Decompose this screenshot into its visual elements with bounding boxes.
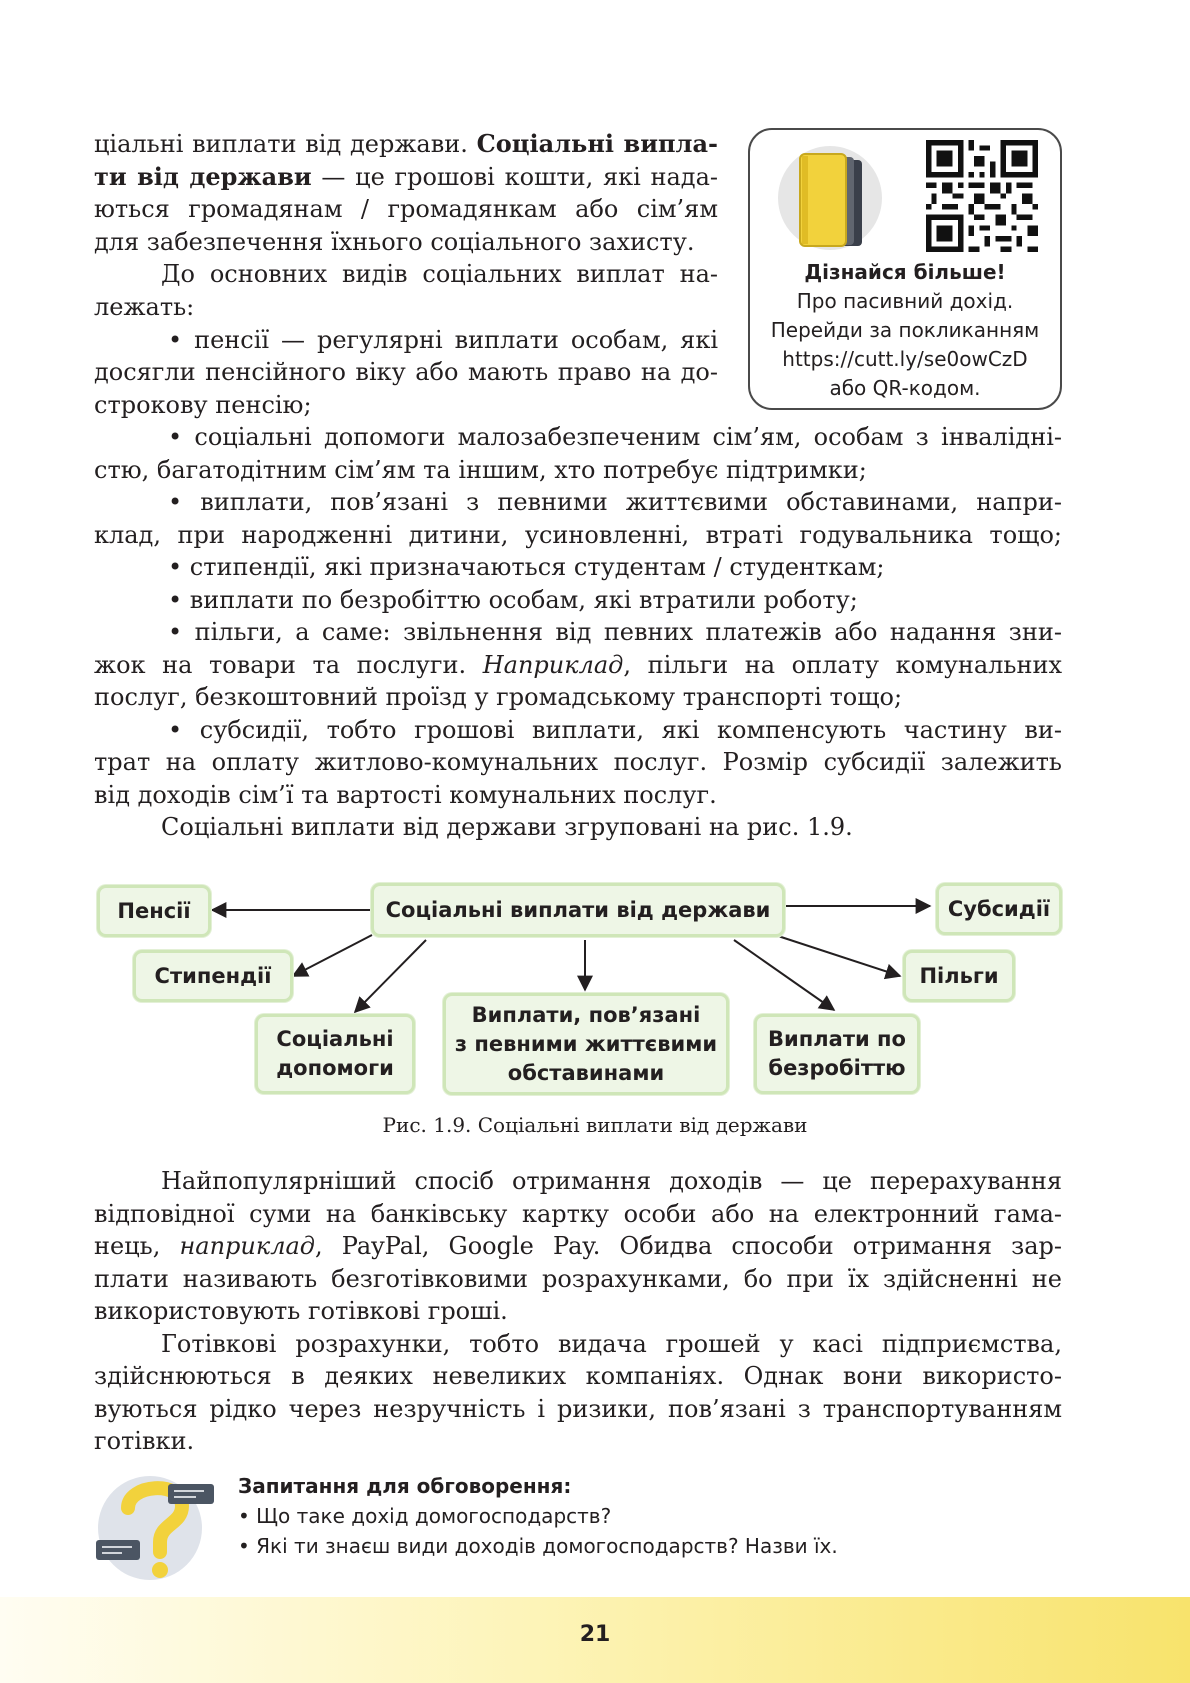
list-item: • виплати по безробіттю особам, які втратили роботу; bbox=[168, 586, 858, 614]
arrow bbox=[734, 940, 834, 1010]
list-item: • соціальні допомоги малозабезпеченим сім’ям, особам з інвалідні- bbox=[168, 423, 1062, 451]
node-label: Виплати, пов’язані bbox=[471, 1002, 701, 1027]
diagram-node-stypendii: Стипендії bbox=[133, 950, 293, 1002]
node-label: обставинами bbox=[507, 1060, 665, 1085]
list-item: • стипендії, які призначаються студентам / студенткам; bbox=[168, 553, 885, 581]
text-line: здійснюються в деяких невеликих компаніях. Однак вони використо- bbox=[94, 1362, 1062, 1390]
arrow bbox=[293, 935, 372, 976]
text-line: ються громадянам / громадянкам або сім’ям bbox=[94, 195, 718, 223]
italic-term: наприклад bbox=[179, 1232, 316, 1260]
discussion-title: Запитання для обговорення: bbox=[238, 1474, 572, 1498]
node-label: Виплати по bbox=[768, 1027, 906, 1051]
text-span: ціальні виплати від держави. bbox=[94, 130, 477, 158]
bold-term: Соціальні випла- bbox=[476, 129, 718, 158]
learn-more-title: Дізнайся більше! bbox=[804, 260, 1006, 284]
page-number: 21 bbox=[579, 1622, 611, 1647]
text-span: нець, bbox=[94, 1232, 180, 1260]
text-line: лежать: bbox=[94, 293, 195, 321]
text-line: використовують готівкові гроші. bbox=[94, 1297, 508, 1325]
arrow bbox=[355, 940, 426, 1012]
list-item: • пенсії — регулярні виплати особам, які bbox=[168, 326, 718, 354]
discussion-question: • Які ти знаєш види доходів домогосподарств? Назви їх. bbox=[238, 1534, 838, 1558]
node-label: з певними життєвими bbox=[454, 1031, 718, 1056]
text-line: вуються рідко через незручність і ризики, пов’язані з транспортуванням bbox=[94, 1395, 1062, 1423]
discussion-question: • Що таке дохід домогосподарств? bbox=[238, 1504, 612, 1528]
bold-term: ти від держави bbox=[94, 162, 312, 191]
learn-more-text: Про пасивний дохід. bbox=[796, 289, 1014, 313]
list-item: • субсидії, тобто грошові виплати, які компенсують частину ви- bbox=[168, 716, 1062, 744]
diagram-node-subsydii: Субсидії bbox=[936, 883, 1062, 935]
node-label: безробіттю bbox=[768, 1056, 906, 1080]
text-line: Найпопулярніший спосіб отримання доходів — це перерахування bbox=[161, 1167, 1062, 1195]
diagram-node-sotsialni-dopomohy bbox=[255, 1014, 415, 1094]
text-line: До основних видів соціальних виплат на- bbox=[161, 260, 718, 288]
text-line: плати називають безготівковими розрахунками, бо при їх здійсненні не bbox=[94, 1265, 1062, 1293]
node-label: допомоги bbox=[276, 1056, 394, 1080]
learn-more-text: Перейди за покликанням bbox=[770, 318, 1040, 342]
text-line: послуг, безкоштовний проїзд у громадському транспорті тощо; bbox=[94, 683, 903, 711]
list-item: • пільги, а саме: звільнення від певних платежів або надання зни- bbox=[168, 618, 1062, 646]
question-icon bbox=[90, 1466, 220, 1584]
diagram-node-vyplaty-obstavyny bbox=[443, 993, 729, 1095]
diagram-node-center: Соціальні виплати від держави bbox=[371, 883, 785, 937]
arrow bbox=[775, 935, 900, 976]
text-span: жок на товари та послуги. bbox=[94, 651, 483, 679]
text-span: , пільги на оплату комунальних bbox=[623, 651, 1062, 679]
diagram-node-bezrobittia bbox=[754, 1014, 920, 1094]
text-line: стю, багатодітним сім’ям та іншим, хто потребує підтримки; bbox=[94, 456, 867, 484]
learn-more-link[interactable]: https://cutt.ly/se0owCzD bbox=[782, 347, 1028, 371]
text-line: відповідної суми на банківську картку особи або на електронний гама- bbox=[94, 1200, 1062, 1228]
learn-more-text: або QR-кодом. bbox=[829, 376, 981, 400]
text-line: для забезпечення їхнього соціального захисту. bbox=[94, 228, 695, 256]
text-line: строкову пенсію; bbox=[94, 391, 312, 419]
text-line: трат на оплату житлово-комунальних послуг. Розмір субсидії залежить bbox=[94, 748, 1062, 776]
text-span: — це грошові кошти, які нада- bbox=[311, 163, 718, 191]
list-item: • виплати, пов’язані з певними життєвими обставинами, напри- bbox=[168, 488, 1062, 516]
text-line: готівки. bbox=[94, 1427, 195, 1455]
text-line: досягли пенсійного віку або мають право на до- bbox=[94, 358, 718, 386]
text-line: Готівкові розрахунки, тобто видача грошей у касі підприємства, bbox=[161, 1330, 1062, 1358]
text-span: , PayPal, Google Pay. Обидва способи отримання зар- bbox=[315, 1232, 1062, 1260]
node-label: Соціальні bbox=[276, 1027, 394, 1051]
diagram-node-pensii: Пенсії bbox=[97, 885, 211, 937]
italic-term: Наприклад bbox=[482, 651, 624, 679]
diagram-node-pilhy: Пільги bbox=[903, 950, 1015, 1002]
text-line: клад, при народженні дитини, усиновленні, втраті годувальника тощо; bbox=[94, 521, 1062, 549]
text-line: Соціальні виплати від держави згруповані на рис. 1.9. bbox=[161, 813, 853, 841]
figure-caption: Рис. 1.9. Соціальні виплати від держави bbox=[382, 1113, 808, 1137]
text-line bbox=[94, 1230, 1062, 1263]
text-line: від доходів сім’ї та вартості комунальних послуг. bbox=[94, 781, 717, 809]
